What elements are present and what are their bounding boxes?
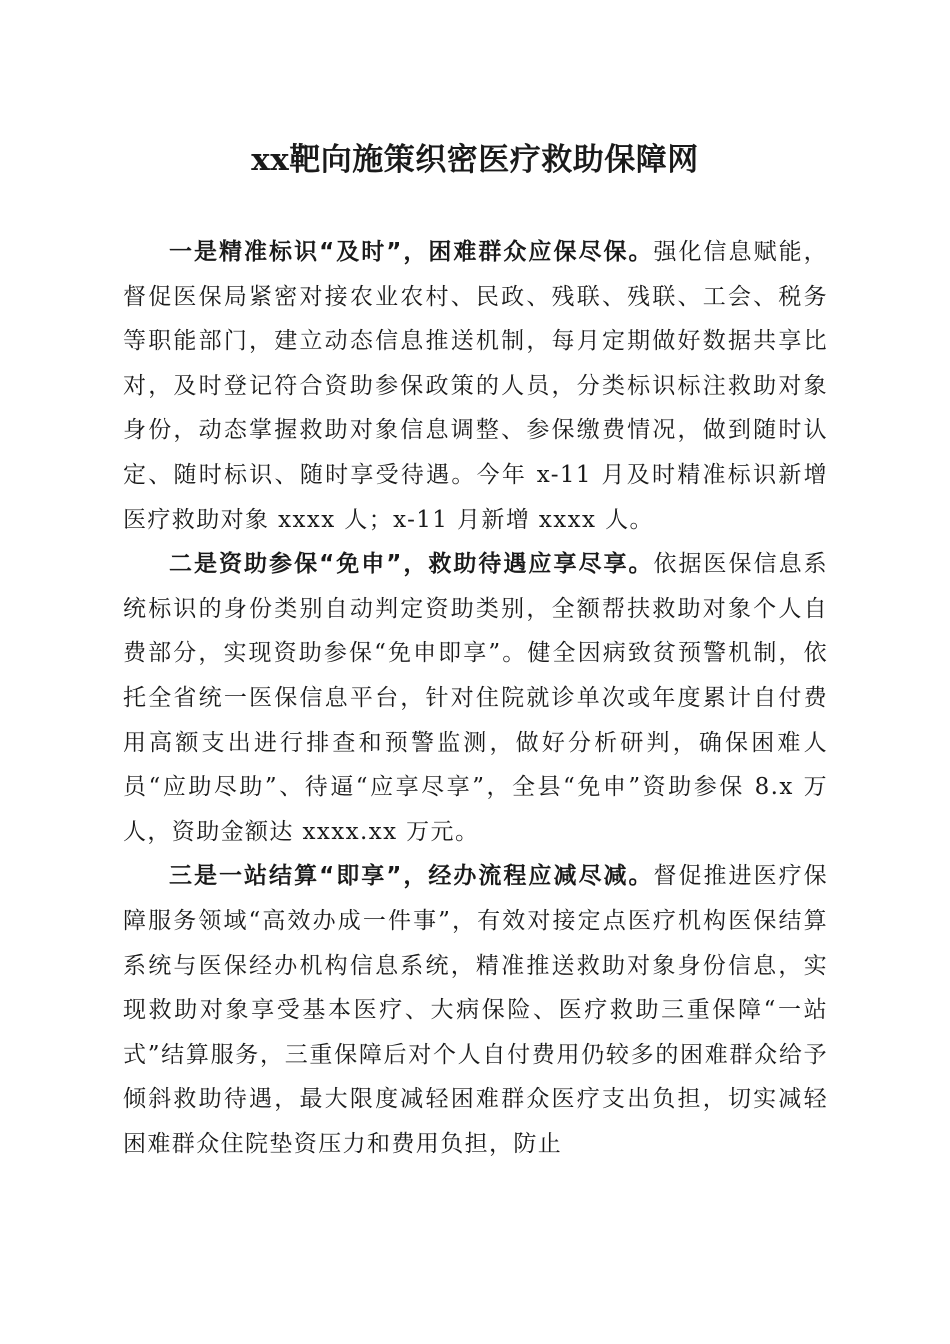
paragraph-1 (123, 230, 828, 542)
paragraph-3-lead: 三是一站结算“即享”，经办流程应减尽减。 (169, 863, 654, 890)
paragraph-2-lead: 二是资助参保“免申”，救助待遇应享尽享。 (169, 551, 654, 578)
paragraph-3 (123, 854, 828, 1166)
document-body (123, 230, 828, 1166)
paragraph-2-text: 依据医保信息系统标识的身份类别自动判定资助类别，全额帮扶救助对象个人自费部分，实现资助参保“免申即享”。健全因病致贫预警机制，依托全省统一医保信息平台，针对住院就诊单次或年度累计自付费用高额支出进行排查和预警监测，做好分析研判，确保困难人员“应助尽助”、待逼“应享尽享”，全县“免申”资助参保 8.x 万人，资助金额达 xxxx.xx 万元。 (123, 551, 828, 845)
document-title: xx靶向施策织密医疗救助保障网 (251, 142, 699, 178)
paragraph-2 (123, 542, 828, 854)
paragraph-1-lead: 一是精准标识“及时”，困难群众应保尽保。 (169, 239, 654, 265)
paragraph-1-text: 强化信息赋能，督促医保局紧密对接农业农村、民政、残联、残联、工会、税务等职能部门，建立动态信息推送机制，每月定期做好数据共享比对，及时登记符合资助参保政策的人员，分类标识标注救助对象身份，动态掌握救助对象信息调整、参保缴费情况，做到随时认定、随时标识、随时享受待遇。今年 x-11 月及时精准标识新增医疗救助对象 xxxx 人；x-11 月新增 xxxx 人。 (123, 239, 828, 533)
paragraph-3-text: 督促推进医疗保障服务领域“高效办成一件事”，有效对接定点医疗机构医保结算系统与医保经办机构信息系统，精准推送救助对象身份信息，实现救助对象享受基本医疗、大病保险、医疗救助三重保障“一站式”结算服务，三重保障后对个人自付费用仍较多的困难群众给予倾斜救助待遇，最大限度减轻困难群众医疗支出负担，切实减轻困难群众住院垫资压力和费用负担，防止 (123, 863, 828, 1157)
